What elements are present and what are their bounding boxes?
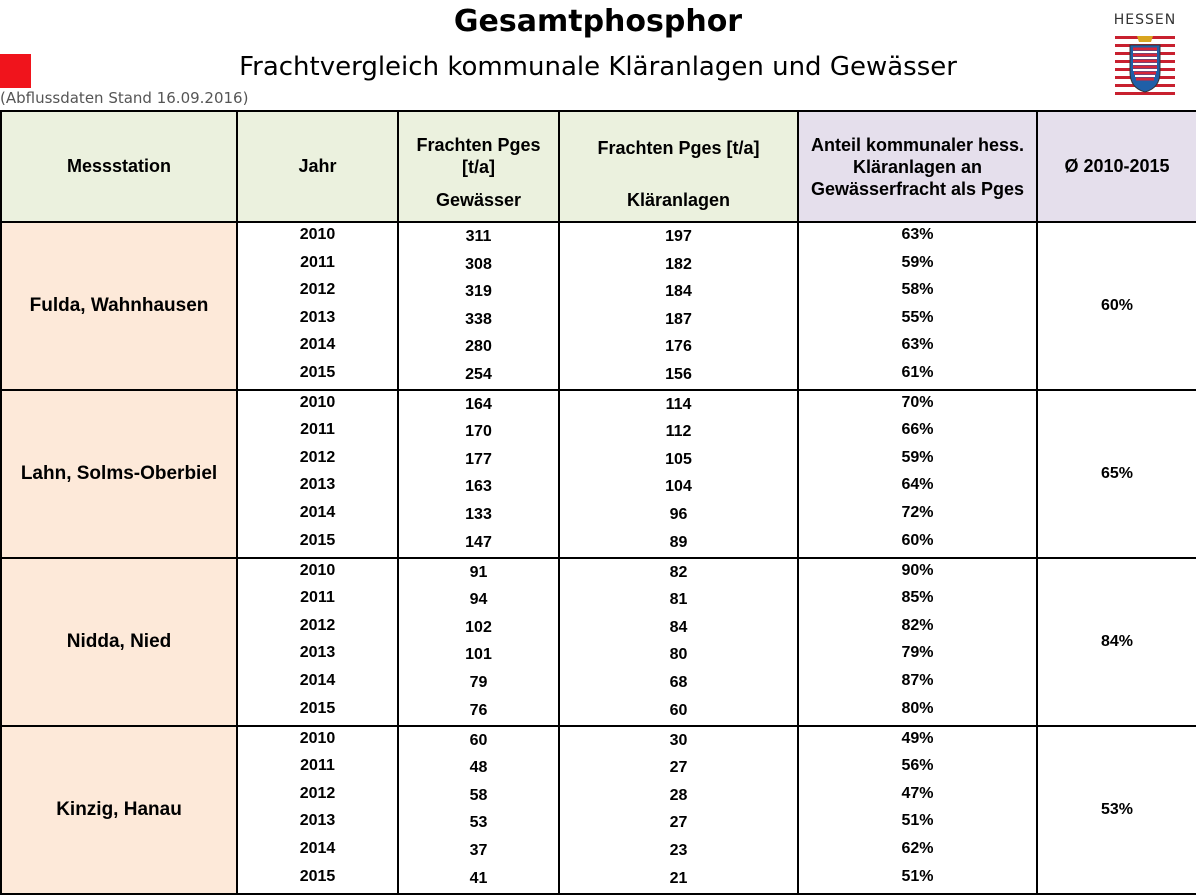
klaeranlagen-column — [559, 222, 798, 390]
gewaesser-value: 76 — [469, 701, 488, 719]
klaeranlagen-value: 182 — [665, 255, 692, 273]
station-group-fulda — [1, 222, 1196, 390]
header-messstation: Messstation — [1, 111, 237, 222]
year-value: 2015 — [299, 531, 336, 549]
header-klaer-top: Frachten Pges [t/a] — [559, 111, 798, 180]
anteil-value: 66% — [901, 421, 934, 439]
year-value: 2013 — [299, 644, 336, 662]
klaeranlagen-value: 68 — [669, 673, 688, 691]
anteil-value: 63% — [901, 226, 934, 243]
year-column — [237, 726, 398, 894]
klaeranlagen-value: 104 — [665, 478, 692, 496]
gewaesser-value: 319 — [465, 283, 492, 301]
klaeranlagen-value: 184 — [665, 283, 692, 301]
page-subtitle: Frachtvergleich kommunale Kläranlagen und Gewässer — [239, 52, 957, 82]
klaeranlagen-value: 28 — [669, 786, 688, 804]
year-column — [237, 390, 398, 558]
header-klaer-bottom: Kläranlagen — [559, 180, 798, 222]
anteil-column — [798, 390, 1037, 558]
klaeranlagen-value: 105 — [665, 450, 692, 468]
anteil-value: 56% — [901, 757, 934, 775]
header-anteil: Anteil kommunaler hess. Kläranlagen an Gewässerfracht als Pges — [798, 111, 1037, 222]
gewaesser-value: 133 — [465, 505, 492, 523]
average-value: 84% — [1037, 558, 1196, 726]
klaeranlagen-value: 21 — [669, 869, 688, 887]
hessen-logo — [1112, 12, 1178, 102]
gewaesser-value: 91 — [469, 563, 488, 581]
gewaesser-column — [398, 558, 559, 726]
station-rows — [1, 222, 1196, 894]
gewaesser-value: 41 — [469, 869, 488, 887]
gewaesser-column — [398, 390, 559, 558]
anteil-value: 80% — [901, 699, 934, 717]
red-marker — [0, 54, 31, 88]
hessen-logo-text: HESSEN — [1113, 12, 1177, 28]
gewaesser-value: 164 — [465, 395, 492, 413]
header-jahr: Jahr — [237, 111, 398, 222]
year-value: 2014 — [299, 671, 336, 689]
anteil-value: 61% — [901, 363, 934, 381]
station-group-lahn — [1, 390, 1196, 558]
year-value: 2014 — [299, 503, 336, 521]
data-status-note: (Abflussdaten Stand 16.09.2016) — [0, 89, 249, 107]
gewaesser-value: 311 — [465, 228, 492, 245]
year-value: 2012 — [299, 616, 336, 634]
station-group-kinzig — [1, 726, 1196, 894]
gewaesser-value: 280 — [465, 338, 492, 356]
year-value: 2011 — [300, 253, 335, 271]
year-value: 2011 — [300, 757, 335, 775]
anteil-value: 59% — [901, 253, 934, 271]
klaeranlagen-value: 156 — [665, 365, 692, 383]
gewaesser-value: 170 — [465, 423, 492, 441]
year-value: 2010 — [299, 393, 336, 411]
klaeranlagen-value: 60 — [669, 701, 688, 719]
year-value: 2013 — [299, 812, 336, 830]
header-gewaesser-bottom: Gewässer — [398, 180, 559, 222]
gewaesser-value: 254 — [465, 365, 492, 383]
gewaesser-value: 37 — [469, 841, 488, 859]
year-value: 2013 — [299, 308, 336, 326]
year-value: 2012 — [299, 448, 336, 466]
klaeranlagen-value: 27 — [669, 759, 688, 777]
anteil-value: 63% — [901, 336, 934, 354]
year-column — [237, 558, 398, 726]
klaeranlagen-column — [559, 558, 798, 726]
klaeranlagen-value: 80 — [669, 646, 688, 664]
year-column — [237, 222, 398, 390]
anteil-column — [798, 222, 1037, 390]
year-value: 2015 — [299, 363, 336, 381]
anteil-value: 51% — [901, 812, 934, 830]
gewaesser-value: 147 — [465, 533, 492, 551]
anteil-value: 79% — [901, 644, 934, 662]
anteil-value: 90% — [901, 561, 934, 579]
anteil-value: 60% — [901, 531, 934, 549]
klaeranlagen-value: 197 — [665, 228, 692, 245]
klaeranlagen-value: 114 — [665, 395, 692, 413]
klaeranlagen-value: 112 — [665, 423, 692, 441]
klaeranlagen-value: 89 — [669, 533, 688, 551]
year-value: 2012 — [299, 784, 336, 802]
year-value: 2010 — [299, 729, 336, 747]
anteil-value: 64% — [901, 476, 934, 494]
klaeranlagen-value: 176 — [665, 338, 692, 356]
year-value: 2011 — [300, 421, 335, 439]
klaeranlagen-column — [559, 726, 798, 894]
anteil-value: 49% — [901, 729, 934, 747]
gewaesser-value: 60 — [469, 731, 488, 749]
gewaesser-value: 102 — [465, 618, 492, 636]
anteil-value: 59% — [901, 448, 934, 466]
gewaesser-value: 58 — [469, 786, 488, 804]
station-group-nidda — [1, 558, 1196, 726]
year-value: 2015 — [299, 867, 336, 885]
page-title: Gesamtphosphor — [453, 4, 743, 39]
gewaesser-value: 101 — [465, 646, 492, 664]
klaeranlagen-value: 187 — [665, 310, 692, 328]
anteil-value: 47% — [901, 784, 934, 802]
anteil-value: 55% — [901, 308, 934, 326]
header-average: Ø 2010-2015 — [1037, 111, 1196, 222]
year-value: 2011 — [300, 589, 335, 607]
klaeranlagen-value: 82 — [669, 563, 688, 581]
gewaesser-value: 177 — [465, 450, 492, 468]
klaeranlagen-value: 81 — [669, 591, 688, 609]
klaeranlagen-value: 27 — [669, 814, 688, 832]
gewaesser-value: 53 — [469, 814, 488, 832]
average-value: 65% — [1037, 390, 1196, 558]
anteil-value: 82% — [901, 616, 934, 634]
station-name: Fulda, Wahnhausen — [1, 222, 237, 390]
anteil-value: 70% — [901, 393, 934, 411]
gewaesser-value: 48 — [469, 759, 488, 777]
year-value: 2012 — [299, 281, 336, 299]
klaeranlagen-value: 23 — [669, 841, 688, 859]
gewaesser-value: 163 — [465, 478, 492, 496]
anteil-value: 51% — [901, 867, 934, 885]
klaeranlagen-value: 96 — [669, 505, 688, 523]
anteil-value: 72% — [901, 503, 934, 521]
anteil-value: 85% — [901, 589, 934, 607]
gewaesser-value: 94 — [469, 591, 488, 609]
hessen-coat-of-arms-icon — [1115, 32, 1175, 98]
gewaesser-value: 308 — [465, 255, 492, 273]
average-value: 60% — [1037, 222, 1196, 390]
average-value: 53% — [1037, 726, 1196, 894]
gewaesser-value: 338 — [465, 310, 492, 328]
gewaesser-column — [398, 726, 559, 894]
year-value: 2015 — [299, 699, 336, 717]
phosphor-table — [0, 110, 1196, 895]
station-name: Lahn, Solms-Oberbiel — [1, 390, 237, 558]
klaeranlagen-column — [559, 390, 798, 558]
station-name: Kinzig, Hanau — [1, 726, 237, 894]
klaeranlagen-value: 30 — [669, 731, 688, 749]
anteil-value: 62% — [901, 839, 934, 857]
year-value: 2013 — [299, 476, 336, 494]
year-value: 2014 — [299, 336, 336, 354]
anteil-value: 87% — [901, 671, 934, 689]
year-value: 2010 — [299, 561, 336, 579]
gewaesser-value: 79 — [469, 673, 488, 691]
anteil-column — [798, 558, 1037, 726]
header-gewaesser-top: Frachten Pges [t/a] — [398, 111, 559, 180]
year-value: 2014 — [299, 839, 336, 857]
anteil-column — [798, 726, 1037, 894]
year-value: 2010 — [299, 226, 336, 243]
klaeranlagen-value: 84 — [669, 618, 688, 636]
anteil-value: 58% — [901, 281, 934, 299]
gewaesser-column — [398, 222, 559, 390]
station-name: Nidda, Nied — [1, 558, 237, 726]
